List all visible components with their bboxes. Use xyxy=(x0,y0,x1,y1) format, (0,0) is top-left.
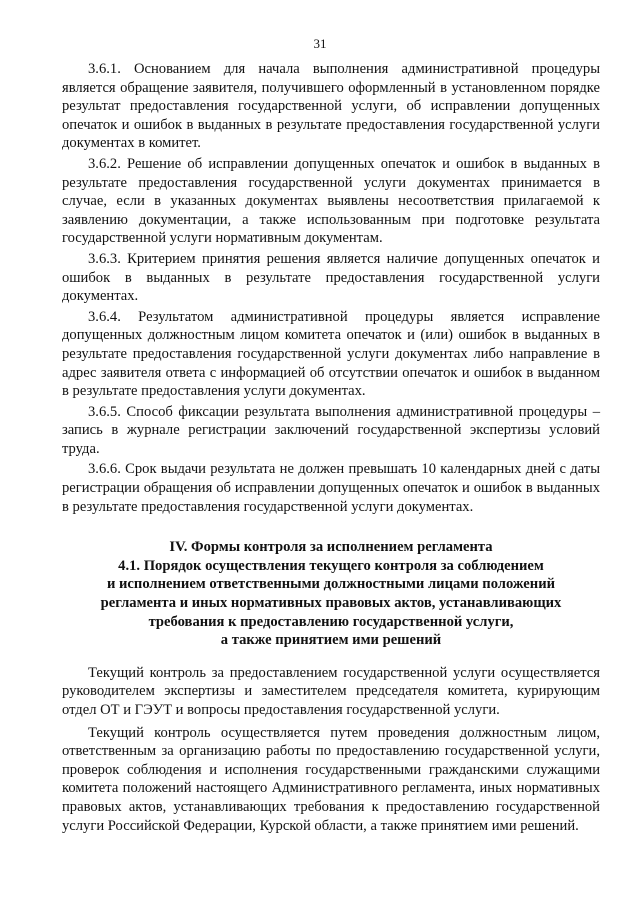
paragraph-3-6-3: 3.6.3. Критерием принятия решения является наличие допущенных опечаток и ошибок в выданных в результате предоставления государственной услуги документах. xyxy=(62,250,600,305)
paragraph-3-6-2: 3.6.2. Решение об исправлении допущенных опечаток и ошибок в выданных в результате предоставления государственной услуги документах принимается в случае, если в указанных документах выявлены несоответствия прилагаемой к заявлению документации, а также использованным при подготовке результата государственной услуги нормативным документам. xyxy=(62,155,600,247)
paragraph-current-control: Текущий контроль за предоставлением государственной услуги осуществляется руководителем экспертизы и заместителем председателя комитета, курирующим отдел ОТ и ГЭУТ и вопросы предоставления государственной услуги. xyxy=(62,664,600,718)
heading-line: 4.1. Порядок осуществления текущего контроля за соблюдением xyxy=(118,557,544,574)
heading-line: и исполнением ответственными должностными лицами положений xyxy=(106,576,556,593)
heading-line: IV. Формы контроля за исполнением регламента xyxy=(169,539,493,556)
heading-line: а также принятием ими решений xyxy=(220,632,442,649)
paragraph-control-procedure: Текущий контроль осуществляется путем проведения должностным лицом, ответственным за организацию работы по предоставлению государственной услуги, проверок соблюдения и исполнения государственными гражданскими служащими комитета положений настоящего Административного регламента, иных нормативных правовых актов, устанавливающих требования к предоставлению государственной услуги Российской Федерации, Курской области, а также принятием ими решений. xyxy=(62,724,600,834)
heading-line: регламента и иных нормативных правовых актов, устанавливающих xyxy=(100,595,562,612)
heading-line: требования к предоставлению государственной услуги, xyxy=(148,613,514,630)
page-content xyxy=(62,60,600,839)
paragraph-3-6-6: 3.6.6. Срок выдачи результата не должен превышать 10 календарных дней с даты регистрации обращения об исправлении допущенных опечаток и ошибок в выданных в результате предоставления государственной услуги документах. xyxy=(62,461,600,515)
page-number: 31 xyxy=(313,36,327,51)
paragraph-3-6-1: 3.6.1. Основанием для начала выполнения административной процедуры является обращение заявителя, получившего оформленный в установленном порядке результат предоставления государственной услуги, об исправлении допущенных опечаток и ошибок в выданных в результате предоставления государственной услуги документах в комитет. xyxy=(62,61,600,152)
section-4-heading xyxy=(62,538,600,650)
paragraph-3-6-4: 3.6.4. Результатом административной процедуры является исправление допущенных должностным лицом комитета опечаток и (или) ошибок в выданных в результате предоставления государственной услуги документах либо направление в адрес заявителя ответа с информацией об отсутствии опечаток и ошибок в выданном в результате предоставления услуги документах. xyxy=(62,308,600,400)
paragraph-3-6-5: 3.6.5. Способ фиксации результата выполнения административной процедуры – запись в журнале регистрации заключений государственной экспертизы условий труда. xyxy=(62,403,600,457)
